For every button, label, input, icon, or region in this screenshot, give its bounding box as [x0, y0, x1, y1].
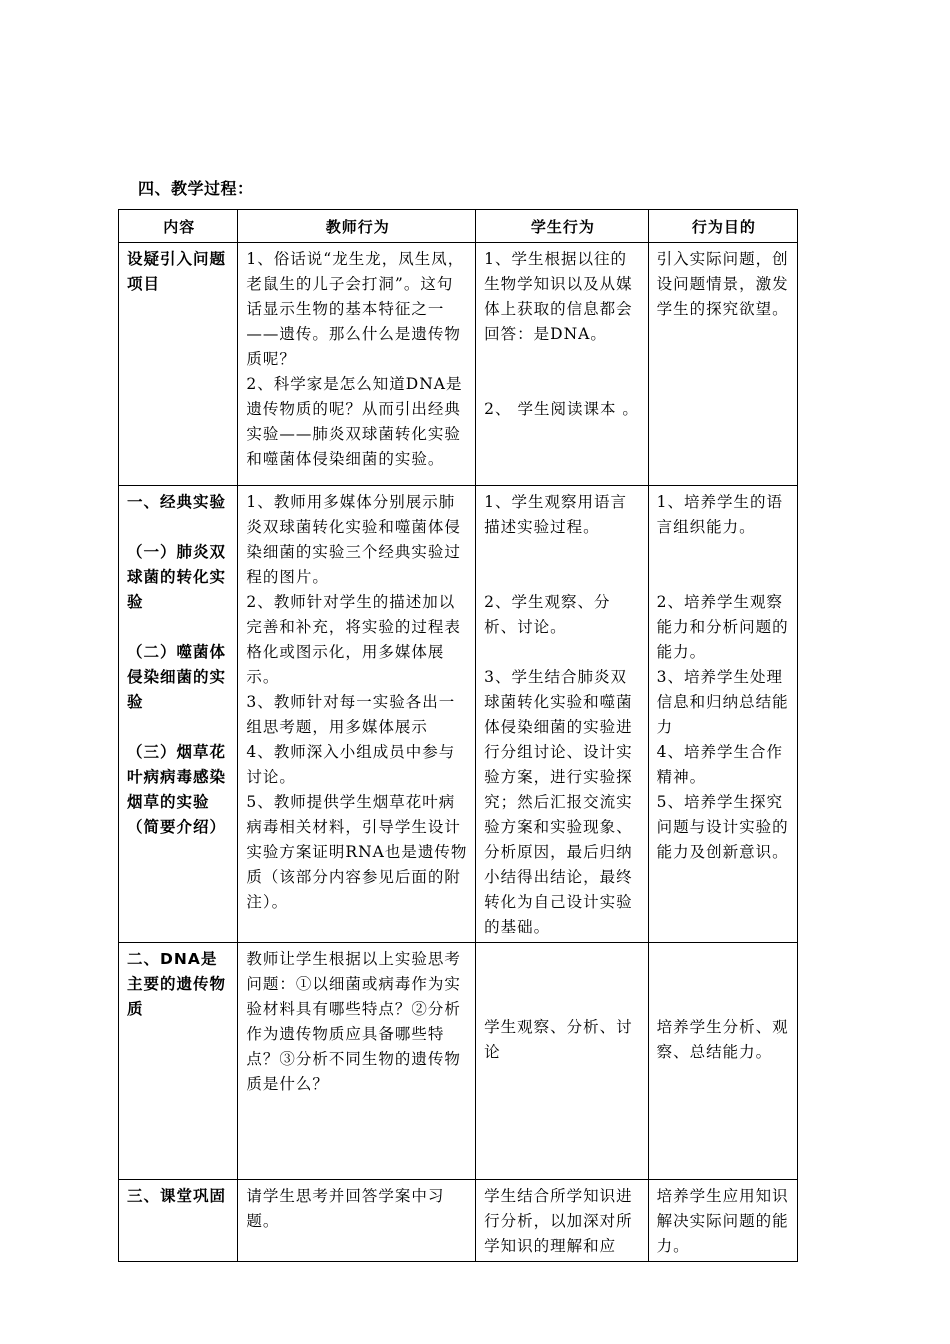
table-row: [119, 943, 798, 1180]
row-goal: [648, 486, 797, 943]
teacher-text: 1、教师用多媒体分别展示肺炎双球菌转化实验和噬菌体侵染细菌的实验三个经典实验过程的图片。: [246, 493, 461, 586]
table-row: [119, 486, 798, 943]
goal-text: 1、培养学生的语言组织能力。: [656, 493, 784, 536]
teacher-text: 教师让学生根据以上实验思考问题：①以细菌或病毒作为实验材料具有哪些特点？②分析作为遗传物质应具备哪些特点？③分析不同生物的遗传物质是什么？: [246, 950, 461, 1093]
goal-text: 2、培养学生观察能力和分析问题的能力。: [656, 593, 789, 661]
row-content: [119, 943, 238, 1180]
teacher-text: 3、教师针对每一实验各出一组思考题，用多媒体展示: [246, 693, 456, 736]
row-teacher: [238, 486, 476, 943]
table-row: [119, 243, 798, 486]
header-teacher: 教师行为: [238, 210, 476, 243]
row-student: [476, 486, 649, 943]
row-goal: [648, 943, 797, 1180]
student-text: 1、学生观察用语言描述实验过程。: [484, 493, 628, 536]
header-student: 学生行为: [476, 210, 649, 243]
teacher-text: 1、俗话说“龙生龙，凤生凤，老鼠生的儿子会打洞”。这句话显示生物的基本特征之一——遗传。那么什么是遗传物质呢？: [246, 250, 465, 368]
row-goal: [648, 1180, 797, 1262]
teacher-text: 5、教师提供学生烟草花叶病病毒相关材料，引导学生设计实验方案证明RNA也是遗传物质（该部分内容参见后面的附注）。: [246, 793, 468, 911]
row-content: [119, 1180, 238, 1262]
row-content: [119, 486, 238, 943]
goal-text: 4、培养学生合作精神。: [656, 743, 784, 786]
student-text: 3、学生结合肺炎双球菌转化实验和噬菌体侵染细菌的实验进行分组讨论、设计实验方案，进行实验探究；然后汇报交流实验方案和实验现象、分析原因，最后归纳小结得出结论，最终转化为自己设计实验的基础。: [484, 668, 633, 936]
row-teacher: [238, 243, 476, 486]
goal-text: 5、培养学生探究问题与设计实验的能力及创新意识。: [656, 793, 789, 861]
section-title: 四、教学过程：: [138, 179, 254, 198]
table-row: [119, 1180, 798, 1262]
content-text: 二、DNA是主要的遗传物质: [127, 950, 227, 1018]
row-student: [476, 243, 649, 486]
goal-text: 引入实际问题，创设问题情景，激发学生的探究欲望。: [656, 250, 789, 318]
teacher-text: 2、科学家是怎么知道DNA是遗传物质的呢？从而引出经典实验——肺炎双球菌转化实验和噬菌体侵染细菌的实验。: [246, 375, 463, 468]
teaching-process-table: [118, 209, 798, 1262]
row-teacher: [238, 1180, 476, 1262]
content-text: 一、经典实验: [127, 493, 227, 511]
teacher-text: 2、教师针对学生的描述加以完善和补充，将实验的过程表格化或图示化，用多媒体展示。: [246, 593, 461, 686]
student-text: 学生观察、分析、讨论: [484, 1018, 633, 1061]
row-teacher: [238, 943, 476, 1180]
content-text: （三）烟草花叶病病毒感染烟草的实验（简要介绍）: [127, 743, 227, 836]
header-goal: 行为目的: [648, 210, 797, 243]
content-text: 三、课堂巩固: [127, 1187, 227, 1205]
student-text: 1、学生根据以往的生物学知识以及从媒体上获取的信息都会回答：是DNA。: [484, 250, 633, 343]
content-text: （一）肺炎双球菌的转化实验: [127, 543, 227, 611]
row-content: [119, 243, 238, 486]
student-text: 2、 学生阅读课本 。: [484, 400, 639, 418]
teacher-text: 4、教师深入小组成员中参与讨论。: [246, 743, 456, 786]
row-goal: [648, 243, 797, 486]
row-student: [476, 1180, 649, 1262]
teacher-text: 请学生思考并回答学案中习题。: [246, 1187, 445, 1230]
student-text: 学生结合所学知识进行分析，以加深对所学知识的理解和应: [484, 1187, 633, 1255]
content-text: 设疑引入问题项目: [127, 250, 227, 293]
content-text: （二）噬菌体侵染细菌的实验: [127, 643, 227, 711]
goal-text: 培养学生应用知识解决实际问题的能力。: [656, 1187, 789, 1255]
student-text: 2、学生观察、分析、讨论。: [484, 593, 611, 636]
row-student: [476, 943, 649, 1180]
header-content: 内容: [119, 210, 238, 243]
goal-text: 3、培养学生处理信息和归纳总结能力: [656, 668, 789, 736]
table-header-row: [119, 210, 798, 243]
goal-text: 培养学生分析、观察、总结能力。: [656, 1018, 789, 1061]
